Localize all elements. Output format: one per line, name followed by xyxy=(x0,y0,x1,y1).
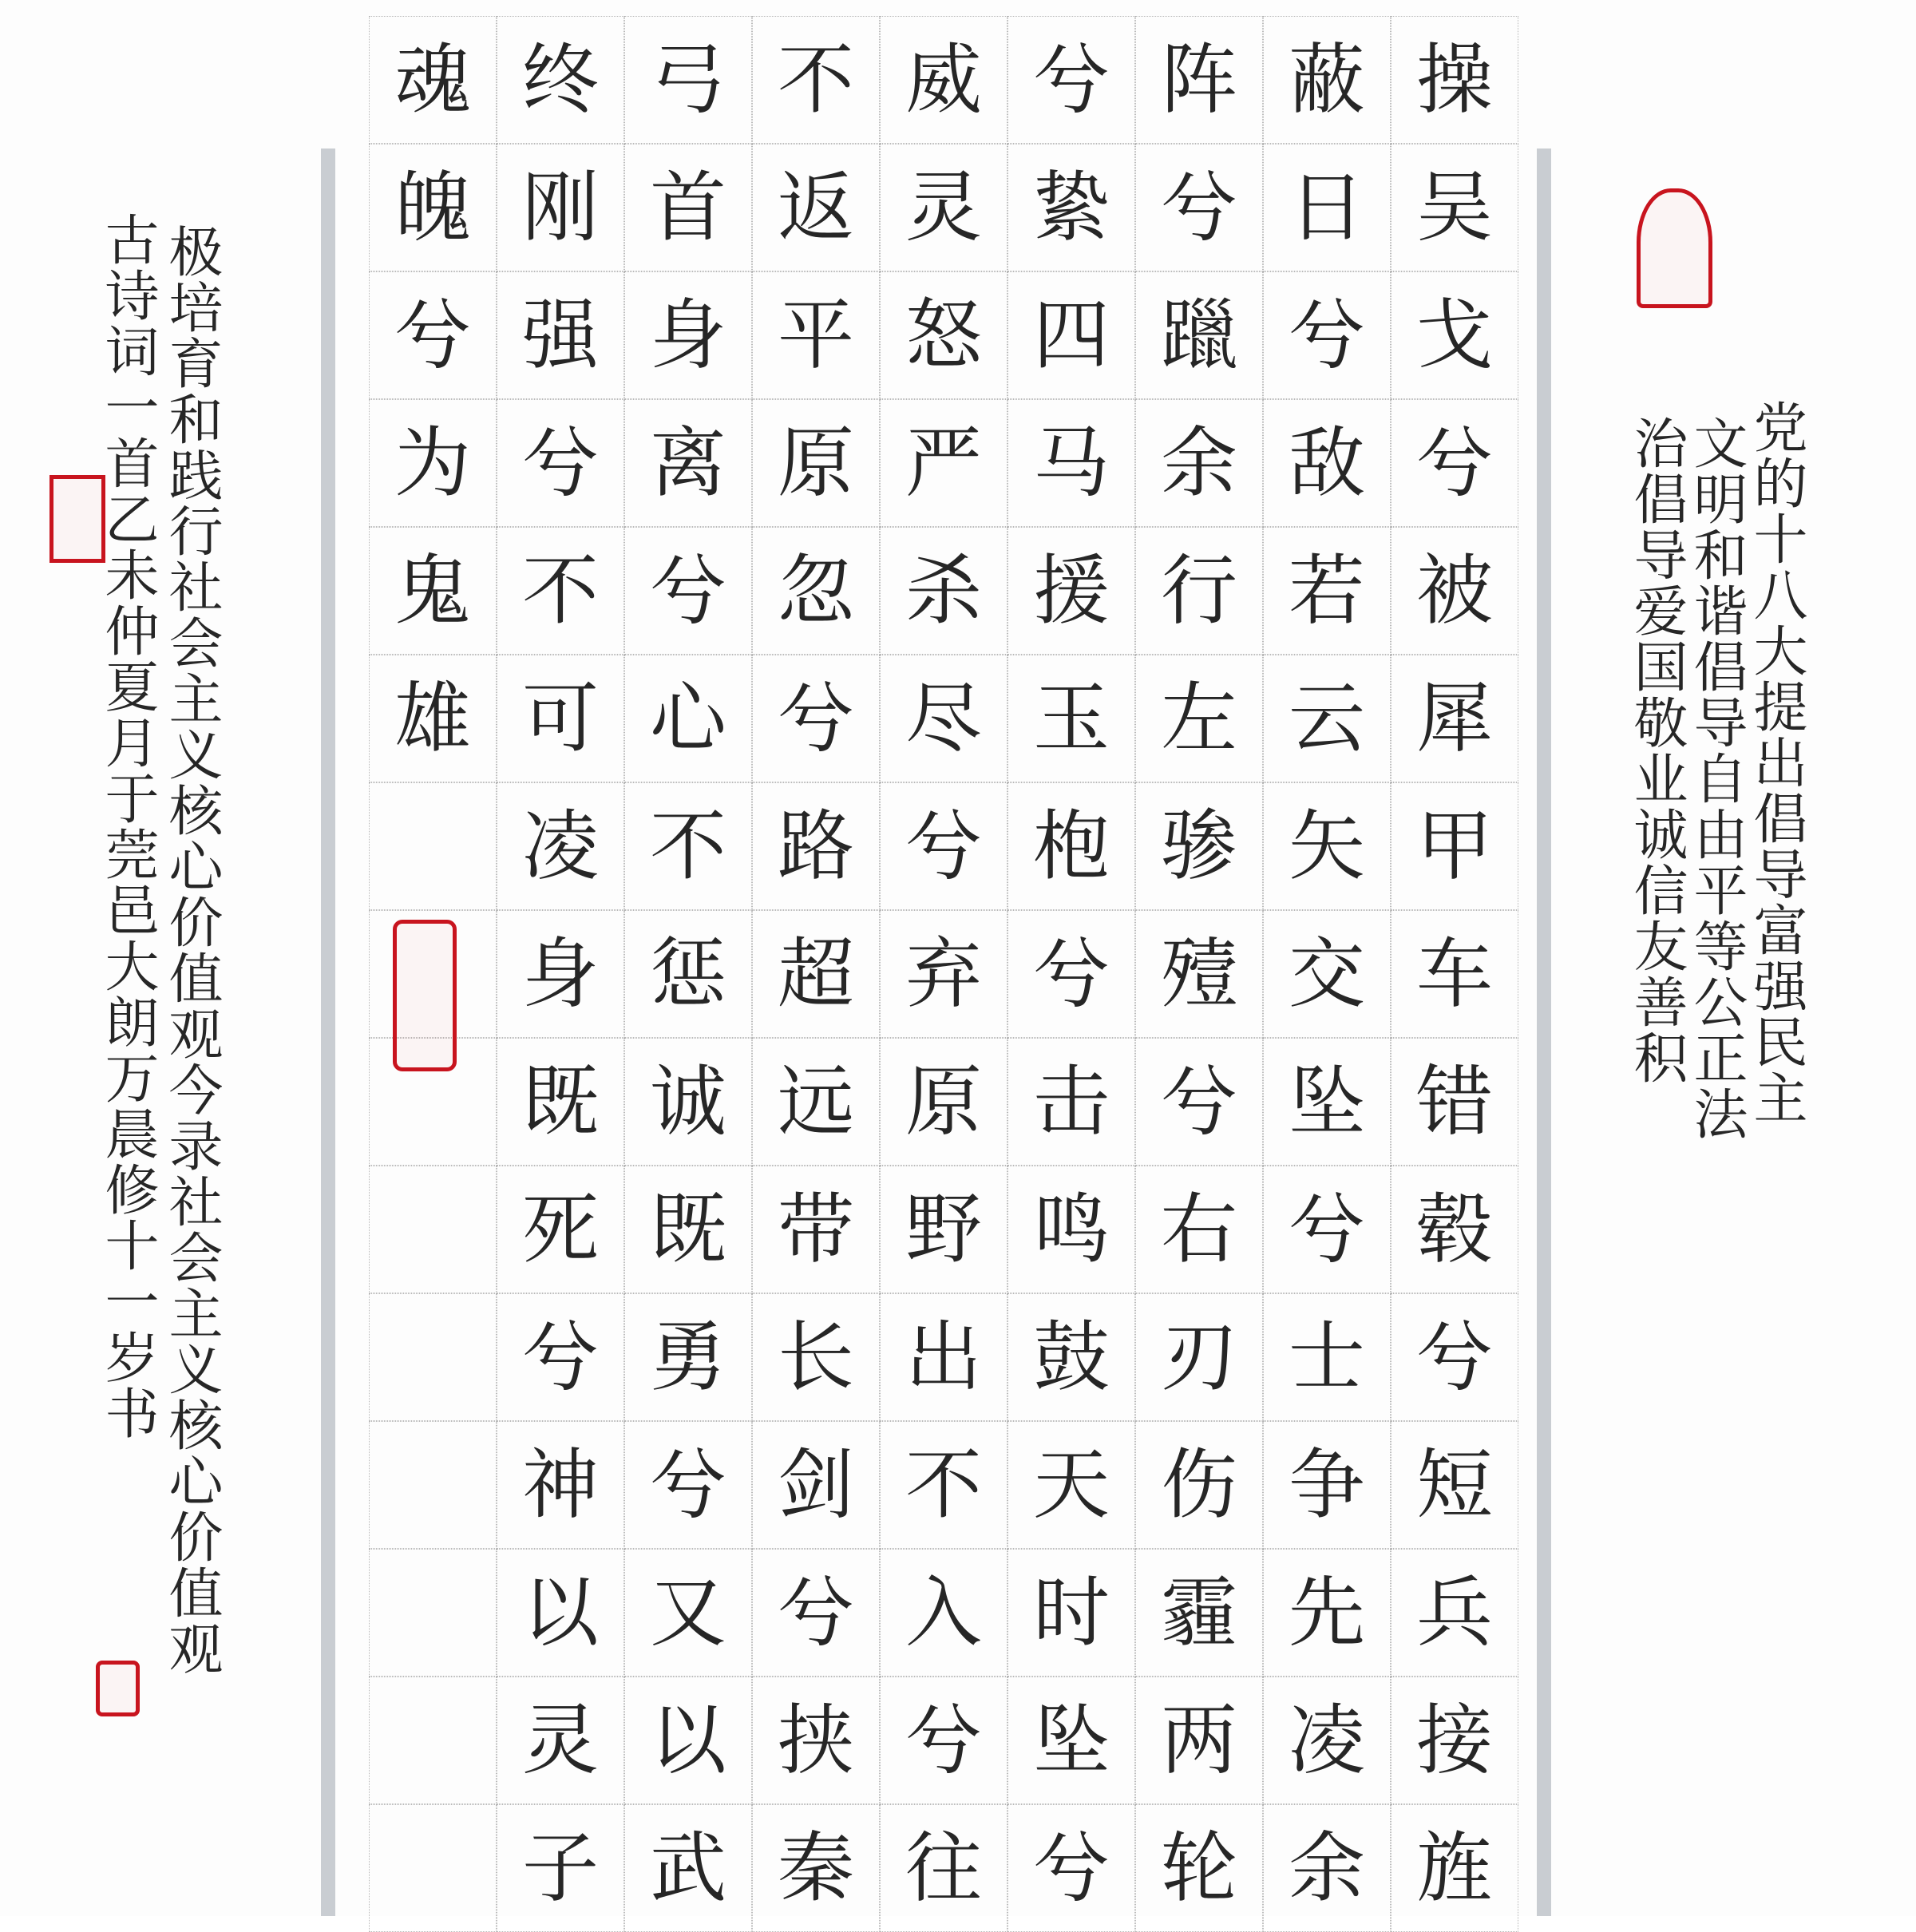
grid-cell: 以 xyxy=(497,1549,624,1677)
grid-cell: 又 xyxy=(624,1549,752,1677)
grid-cell: 身 xyxy=(624,271,752,399)
grid-cell: 往 xyxy=(880,1804,1007,1932)
grid-cell: 甲 xyxy=(1391,782,1518,910)
grid-cell: 接 xyxy=(1391,1677,1518,1804)
grid-cell: 短 xyxy=(1391,1421,1518,1549)
grid-cell: 时 xyxy=(1007,1549,1135,1677)
grid-cell: 勇 xyxy=(624,1293,752,1421)
grid-cell: 兮 xyxy=(752,655,880,782)
grid-column xyxy=(624,16,752,1916)
grid-cell: 平 xyxy=(752,271,880,399)
grid-column xyxy=(752,16,880,1916)
grid-column xyxy=(1263,16,1391,1916)
grid-cell: 坠 xyxy=(1263,1038,1391,1166)
grid-cell: 鬼 xyxy=(369,527,497,655)
grid-cell: 絷 xyxy=(1007,144,1135,271)
grid-cell: 操 xyxy=(1391,16,1518,144)
grid-cell: 不 xyxy=(880,1421,1007,1549)
grid-cell: 错 xyxy=(1391,1038,1518,1166)
grid-cell xyxy=(369,1166,497,1293)
grid-cell: 伤 xyxy=(1135,1421,1263,1549)
grid-cell: 兮 xyxy=(1263,271,1391,399)
grid-cell: 诚 xyxy=(624,1038,752,1166)
grid-cell: 挟 xyxy=(752,1677,880,1804)
grid-cell: 天 xyxy=(1007,1421,1135,1549)
left-inscription-line-1: 极培育和践行社会主义核心价值观今录社会主义核心价值观 xyxy=(160,224,223,1677)
grid-cell: 交 xyxy=(1263,910,1391,1038)
grid-cell: 士 xyxy=(1263,1293,1391,1421)
grid-cell: 魄 xyxy=(369,144,497,271)
grid-cell: 路 xyxy=(752,782,880,910)
grid-cell: 云 xyxy=(1263,655,1391,782)
grid-cell: 为 xyxy=(369,399,497,527)
left-rule-bar xyxy=(321,148,335,1916)
grid-cell: 阵 xyxy=(1135,16,1263,144)
grid-cell: 刚 xyxy=(497,144,624,271)
grid-cell: 若 xyxy=(1263,527,1391,655)
grid-cell: 争 xyxy=(1263,1421,1391,1549)
grid-cell: 余 xyxy=(1263,1804,1391,1932)
grid-cell: 兮 xyxy=(752,1549,880,1677)
grid-cell: 尽 xyxy=(880,655,1007,782)
grid-cell: 可 xyxy=(497,655,624,782)
grid-cell: 兮 xyxy=(624,1421,752,1549)
grid-cell: 兮 xyxy=(369,271,497,399)
grid-cell: 既 xyxy=(624,1166,752,1293)
grid-cell: 子 xyxy=(497,1804,624,1932)
grid-cell: 躐 xyxy=(1135,271,1263,399)
grid-cell: 魂 xyxy=(369,16,497,144)
grid-cell: 左 xyxy=(1135,655,1263,782)
grid-cell: 身 xyxy=(497,910,624,1038)
grid-cell: 被 xyxy=(1391,527,1518,655)
grid-cell xyxy=(369,1293,497,1421)
grid-cell: 以 xyxy=(624,1677,752,1804)
grid-cell: 兮 xyxy=(497,1293,624,1421)
grid-cell: 武 xyxy=(624,1804,752,1932)
grid-cell: 远 xyxy=(752,1038,880,1166)
grid-cell: 既 xyxy=(497,1038,624,1166)
grid-cell: 鸣 xyxy=(1007,1166,1135,1293)
grid-cell: 凌 xyxy=(497,782,624,910)
grid-cell: 两 xyxy=(1135,1677,1263,1804)
grid-cell: 行 xyxy=(1135,527,1263,655)
grid-cell xyxy=(369,782,497,910)
grid-cell: 吴 xyxy=(1391,144,1518,271)
grid-cell: 蔽 xyxy=(1263,16,1391,144)
grid-cell: 兮 xyxy=(624,527,752,655)
red-seal-stamp-left xyxy=(49,475,105,563)
grid-cell: 骖 xyxy=(1135,782,1263,910)
grid-cell: 灵 xyxy=(880,144,1007,271)
grid-cell: 忽 xyxy=(752,527,880,655)
grid-cell: 离 xyxy=(624,399,752,527)
grid-cell: 弓 xyxy=(624,16,752,144)
grid-cell xyxy=(369,1421,497,1549)
grid-cell: 惩 xyxy=(624,910,752,1038)
grid-cell: 严 xyxy=(880,399,1007,527)
grid-cell: 兮 xyxy=(1391,399,1518,527)
grid-cell: 原 xyxy=(752,399,880,527)
grid-cell: 余 xyxy=(1135,399,1263,527)
right-inscription-line-1: 党的十八大提出倡导富强民主 xyxy=(1744,399,1807,1126)
grid-cell: 返 xyxy=(752,144,880,271)
grid-cell: 轮 xyxy=(1135,1804,1263,1932)
grid-cell: 兮 xyxy=(1007,16,1135,144)
grid-cell: 不 xyxy=(497,527,624,655)
grid-cell xyxy=(369,1804,497,1932)
grid-cell: 剑 xyxy=(752,1421,880,1549)
right-rule-bar xyxy=(1537,148,1551,1916)
grid-cell: 霾 xyxy=(1135,1549,1263,1677)
grid-cell: 超 xyxy=(752,910,880,1038)
grid-cell: 出 xyxy=(880,1293,1007,1421)
grid-cell: 灵 xyxy=(497,1677,624,1804)
right-inscription-line-3: 治倡导爱国敬业诚信友善积 xyxy=(1625,415,1688,1086)
grid-cell: 长 xyxy=(752,1293,880,1421)
grid-cell: 坠 xyxy=(1007,1677,1135,1804)
grid-cell: 刃 xyxy=(1135,1293,1263,1421)
grid-cell: 雄 xyxy=(369,655,497,782)
grid-cell: 带 xyxy=(752,1166,880,1293)
grid-cell: 首 xyxy=(624,144,752,271)
grid-cell: 终 xyxy=(497,16,624,144)
grid-cell: 车 xyxy=(1391,910,1518,1038)
right-inscription-line-2: 文明和谐倡导自由平等公正法 xyxy=(1684,415,1748,1142)
grid-cell: 兮 xyxy=(1135,144,1263,271)
grid-column xyxy=(1007,16,1135,1916)
grid-cell: 援 xyxy=(1007,527,1135,655)
grid-cell: 兵 xyxy=(1391,1549,1518,1677)
grid-cell: 兮 xyxy=(1007,910,1135,1038)
grid-cell xyxy=(369,1677,497,1804)
grid-cell: 怒 xyxy=(880,271,1007,399)
grid-column xyxy=(880,16,1007,1916)
grid-cell: 敌 xyxy=(1263,399,1391,527)
grid-cell: 毂 xyxy=(1391,1166,1518,1293)
red-seal-stamp-middle xyxy=(393,920,457,1071)
grid-column xyxy=(497,16,624,1916)
grid-cell: 神 xyxy=(497,1421,624,1549)
grid-cell: 不 xyxy=(624,782,752,910)
grid-cell: 玉 xyxy=(1007,655,1135,782)
grid-cell: 马 xyxy=(1007,399,1135,527)
grid-cell: 旌 xyxy=(1391,1804,1518,1932)
grid-cell: 右 xyxy=(1135,1166,1263,1293)
grid-cell: 兮 xyxy=(1007,1804,1135,1932)
grid-cell: 兮 xyxy=(880,1677,1007,1804)
grid-cell: 殪 xyxy=(1135,910,1263,1038)
grid-cell: 原 xyxy=(880,1038,1007,1166)
grid-cell: 日 xyxy=(1263,144,1391,271)
grid-cell: 鼓 xyxy=(1007,1293,1135,1421)
character-grid xyxy=(369,16,1518,1916)
left-inscription-line-2: 古诗词一首乙未仲夏月于莞邑大朗万晨修十一岁书 xyxy=(96,212,159,1441)
grid-cell: 兮 xyxy=(1263,1166,1391,1293)
grid-cell: 心 xyxy=(624,655,752,782)
grid-cell: 凌 xyxy=(1263,1677,1391,1804)
grid-cell: 先 xyxy=(1263,1549,1391,1677)
grid-cell: 威 xyxy=(880,16,1007,144)
grid-cell: 兮 xyxy=(1135,1038,1263,1166)
grid-cell: 野 xyxy=(880,1166,1007,1293)
grid-cell: 秦 xyxy=(752,1804,880,1932)
grid-cell: 矢 xyxy=(1263,782,1391,910)
grid-cell: 枹 xyxy=(1007,782,1135,910)
grid-cell: 兮 xyxy=(497,399,624,527)
grid-cell: 兮 xyxy=(1391,1293,1518,1421)
grid-cell: 弃 xyxy=(880,910,1007,1038)
grid-cell: 击 xyxy=(1007,1038,1135,1166)
grid-cell: 戈 xyxy=(1391,271,1518,399)
grid-cell: 四 xyxy=(1007,271,1135,399)
red-seal-stamp-bottom xyxy=(96,1661,140,1716)
grid-column xyxy=(1135,16,1263,1916)
grid-cell: 不 xyxy=(752,16,880,144)
grid-cell: 犀 xyxy=(1391,655,1518,782)
grid-column xyxy=(1391,16,1518,1916)
red-seal-stamp-right xyxy=(1637,188,1712,308)
grid-cell: 强 xyxy=(497,271,624,399)
grid-cell xyxy=(369,1549,497,1677)
grid-cell: 死 xyxy=(497,1166,624,1293)
grid-cell: 兮 xyxy=(880,782,1007,910)
grid-cell: 杀 xyxy=(880,527,1007,655)
grid-cell: 入 xyxy=(880,1549,1007,1677)
